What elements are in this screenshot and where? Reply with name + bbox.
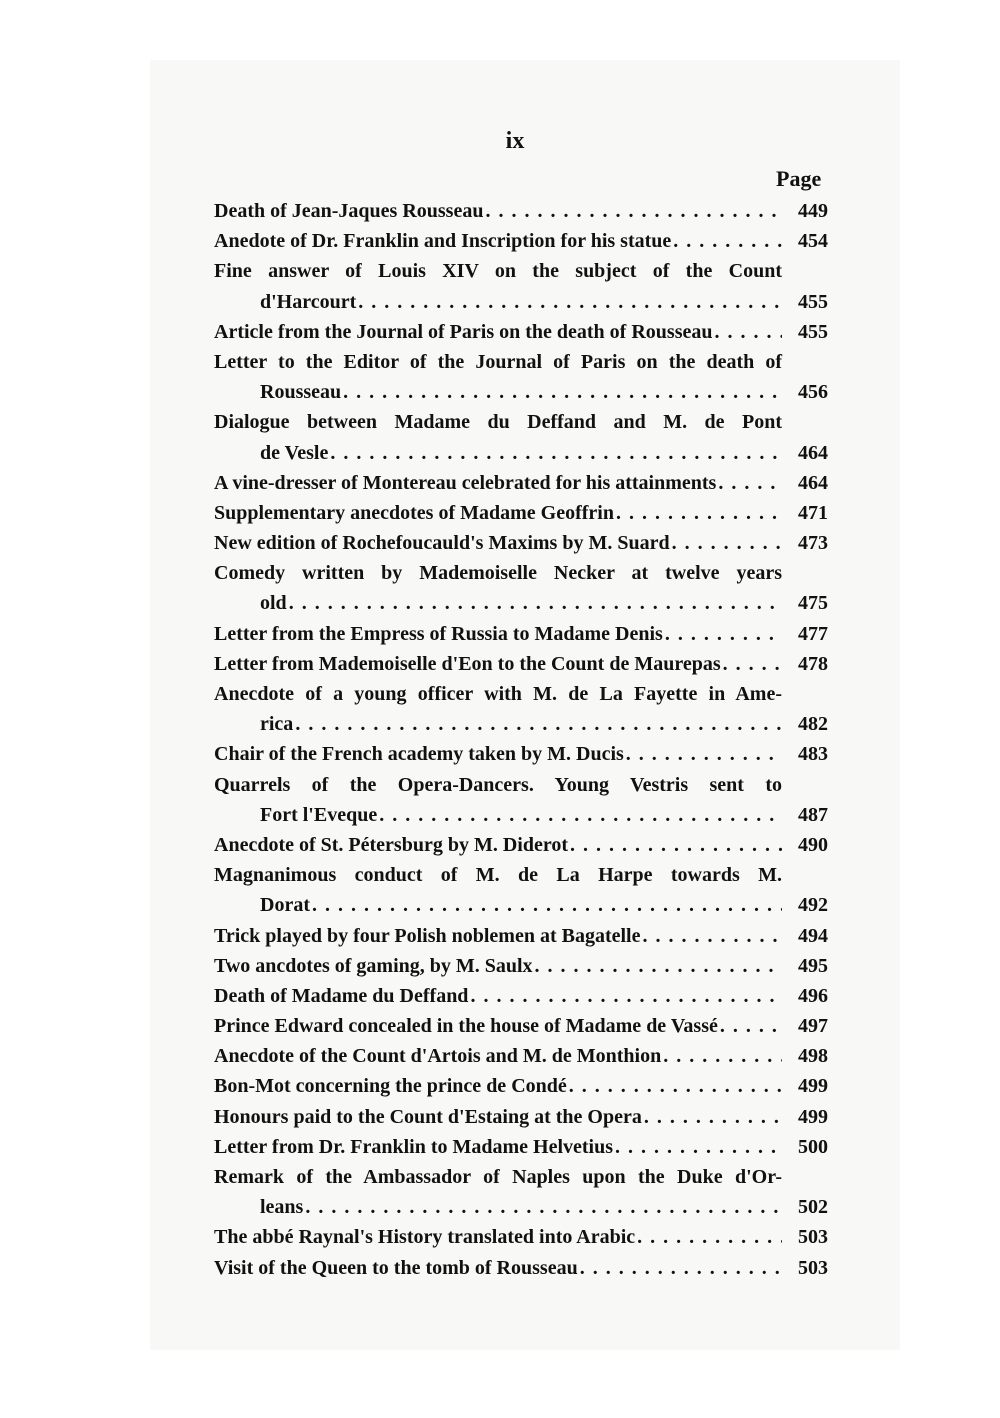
- toc-page-number: 455: [798, 320, 828, 343]
- toc-entry-title-continuation: rica: [260, 713, 294, 736]
- toc-entry-title: New edition of Rochefoucauld's Maxims by M. Suard: [214, 532, 670, 555]
- toc-entry: [214, 1132, 828, 1162]
- toc-entry-title-continuation: de Vesle: [260, 441, 329, 464]
- toc-entry-title-continuation: d'Harcourt: [260, 290, 357, 313]
- toc-entry-title: Letter from Dr. Franklin to Madame Helvetius: [214, 1135, 614, 1158]
- toc-entry-title-continuation: leans: [260, 1196, 304, 1219]
- toc-entry-continuation: [214, 287, 828, 317]
- table-of-contents: [214, 196, 828, 1283]
- toc-entry-title: Anecdote of the Count d'Artois and M. de Monthion: [214, 1045, 662, 1068]
- leader-dots: [663, 1041, 782, 1071]
- toc-entry-title: Quarrels of the Opera-Dancers. Young Vestris sent to: [214, 773, 782, 796]
- toc-page-number: 478: [798, 652, 828, 675]
- toc-entry-title: Comedy written by Mademoiselle Necker at twelve years: [214, 562, 782, 585]
- toc-page-number: 495: [798, 954, 828, 977]
- toc-page-number: 482: [798, 713, 828, 736]
- toc-entry: [214, 226, 828, 256]
- toc-entry-continuation: [214, 438, 828, 468]
- leader-dots: [570, 830, 782, 860]
- toc-entry-title: Fine answer of Louis XIV on the subject of the Count: [214, 260, 782, 283]
- page-column-heading: Page: [776, 166, 822, 191]
- toc-entry: [214, 921, 828, 951]
- leader-dots: [330, 438, 782, 468]
- leader-dots: [615, 1132, 782, 1162]
- toc-entry: [214, 347, 828, 377]
- toc-entry-title: Anedote of Dr. Franklin and Inscription for his statue: [214, 230, 672, 253]
- leader-dots: [720, 1011, 782, 1041]
- leader-dots: [580, 1253, 782, 1283]
- leader-dots: [637, 1222, 782, 1252]
- toc-page-number: 490: [798, 833, 828, 856]
- toc-entry-title: Chair of the French academy taken by M. Ducis: [214, 743, 624, 766]
- toc-entry-title: The abbé Raynal's History translated into Arabic: [214, 1226, 636, 1249]
- leader-dots: [673, 226, 782, 256]
- leader-dots: [358, 287, 782, 317]
- toc-entry: [214, 1011, 828, 1041]
- toc-entry: [214, 649, 828, 679]
- toc-entry: [214, 1071, 828, 1101]
- toc-entry-title: Bon-Mot concerning the prince de Condé: [214, 1075, 567, 1098]
- toc-page-number: 497: [798, 1015, 828, 1038]
- toc-page-number: 503: [798, 1256, 828, 1279]
- toc-page-number: 500: [798, 1135, 828, 1158]
- toc-page-number: 471: [798, 501, 828, 524]
- toc-entry: [214, 679, 828, 709]
- toc-page-number: 499: [798, 1075, 828, 1098]
- toc-entry-title: Visit of the Queen to the tomb of Rousseau: [214, 1256, 578, 1279]
- toc-entry-continuation: [214, 709, 828, 739]
- toc-entry: [214, 830, 828, 860]
- toc-page-number: 454: [798, 230, 828, 253]
- toc-page-number: 494: [798, 924, 828, 947]
- toc-page-number: 449: [798, 200, 828, 222]
- toc-entry-title: Trick played by four Polish noblemen at Bagatelle: [214, 924, 641, 947]
- toc-page-number: 492: [798, 894, 828, 917]
- toc-entry: [214, 407, 828, 437]
- toc-page-number: 473: [798, 532, 828, 555]
- leader-dots: [305, 1192, 782, 1222]
- toc-entry: [214, 1162, 828, 1192]
- toc-entry: [214, 1222, 828, 1252]
- toc-entry-title: Letter to the Editor of the Journal of Paris on the death of: [214, 350, 782, 373]
- toc-entry-continuation: [214, 588, 828, 618]
- toc-page-number: 477: [798, 622, 828, 645]
- leader-dots: [295, 709, 782, 739]
- toc-page-number: 483: [798, 743, 828, 766]
- leader-dots: [343, 377, 782, 407]
- toc-entry-title-continuation: Rousseau: [260, 381, 342, 404]
- toc-entry-title: A vine-dresser of Montereau celebrated for his attainments: [214, 471, 717, 494]
- leader-dots: [714, 317, 782, 347]
- toc-entry-title-continuation: old: [260, 592, 287, 615]
- toc-entry-title: Dialogue between Madame du Deffand and M. de Pont: [214, 411, 782, 434]
- toc-entry-continuation: [214, 800, 828, 830]
- toc-page-number: 455: [798, 290, 828, 313]
- toc-entry-title: Death of Jean-Jaques Rousseau: [214, 200, 484, 222]
- toc-entry-title-continuation: Dorat: [260, 894, 310, 917]
- leader-dots: [470, 981, 782, 1011]
- toc-entry: [214, 739, 828, 769]
- toc-entry: [214, 468, 828, 498]
- toc-entry-continuation: [214, 1192, 828, 1222]
- toc-entry: [214, 1041, 828, 1071]
- toc-page-number: 498: [798, 1045, 828, 1068]
- toc-page-number: 464: [798, 471, 828, 494]
- toc-entry: [214, 528, 828, 558]
- toc-entry-title: Prince Edward concealed in the house of Madame de Vassé: [214, 1015, 718, 1038]
- leader-dots: [569, 1071, 782, 1101]
- toc-entry: [214, 619, 828, 649]
- toc-page-number: 502: [798, 1196, 828, 1219]
- toc-entry-title: Death of Madame du Deffand: [214, 984, 469, 1007]
- page-folio: ix: [505, 128, 525, 154]
- toc-entry-title: Letter from Mademoiselle d'Eon to the Count de Maurepas: [214, 652, 721, 675]
- toc-entry: [214, 196, 828, 226]
- toc-page-number: 464: [798, 441, 828, 464]
- toc-entry: [214, 558, 828, 588]
- leader-dots: [312, 890, 782, 920]
- toc-entry: [214, 951, 828, 981]
- toc-entry: [214, 256, 828, 286]
- toc-entry-title: Article from the Journal of Paris on the death of Rousseau: [214, 320, 713, 343]
- toc-entry-title: Magnanimous conduct of M. de La Harpe towards M.: [214, 864, 782, 887]
- leader-dots: [723, 649, 782, 679]
- toc-page-number: 475: [798, 592, 828, 615]
- toc-entry-continuation: [214, 890, 828, 920]
- toc-page-number: 499: [798, 1105, 828, 1128]
- toc-entry-title: Anecdote of St. Pétersburg by M. Diderot: [214, 833, 569, 856]
- toc-entry: [214, 1102, 828, 1132]
- toc-entry-title: Anecdote of a young officer with M. de La Fayette in Ame-: [214, 683, 782, 705]
- toc-entry: [214, 770, 828, 800]
- toc-entry-title: Letter from the Empress of Russia to Madame Denis: [214, 622, 663, 645]
- toc-entry-continuation: [214, 377, 828, 407]
- toc-entry-title: Two ancdotes of gaming, by M. Saulx: [214, 954, 533, 977]
- leader-dots: [672, 528, 782, 558]
- toc-entry-title: Honours paid to the Count d'Estaing at the Opera: [214, 1105, 642, 1128]
- toc-entry: [214, 317, 828, 347]
- leader-dots: [643, 921, 783, 951]
- leader-dots: [535, 951, 782, 981]
- leader-dots: [644, 1102, 782, 1132]
- toc-page-number: 456: [798, 381, 828, 404]
- leader-dots: [616, 498, 782, 528]
- toc-entry: [214, 860, 828, 890]
- toc-entry: [214, 498, 828, 528]
- leader-dots: [379, 800, 782, 830]
- leader-dots: [718, 468, 782, 498]
- toc-entry: [214, 981, 828, 1011]
- leader-dots: [665, 619, 782, 649]
- toc-page-number: 487: [798, 803, 828, 826]
- toc-entry-title: Supplementary anecdotes of Madame Geoffrin: [214, 501, 614, 524]
- toc-entry-title-continuation: Fort l'Eveque: [260, 803, 378, 826]
- toc-entry: [214, 1253, 828, 1283]
- toc-page-number: 496: [798, 984, 828, 1007]
- toc-entry-title: Remark of the Ambassador of Naples upon the Duke d'Or-: [214, 1166, 782, 1188]
- leader-dots: [485, 196, 782, 226]
- toc-page-number: 503: [798, 1226, 828, 1249]
- leader-dots: [626, 739, 782, 769]
- leader-dots: [289, 588, 782, 618]
